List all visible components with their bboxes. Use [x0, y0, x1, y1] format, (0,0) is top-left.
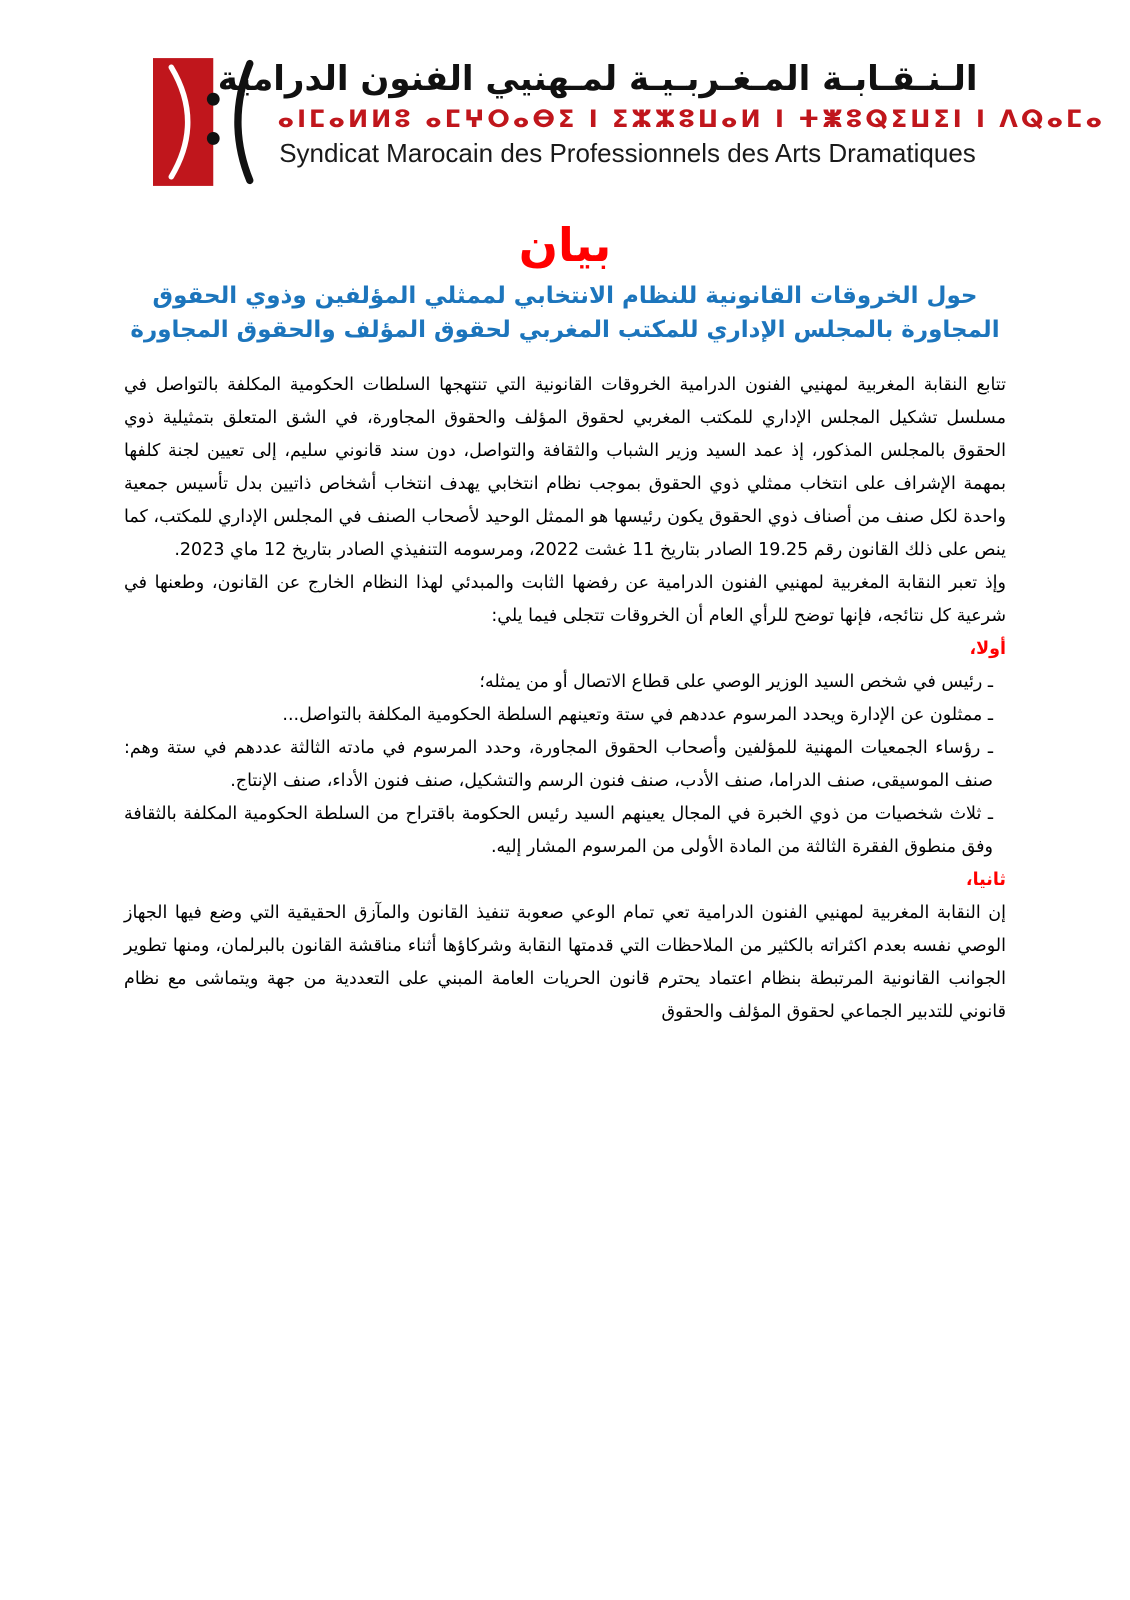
- paragraph-awareness: [124, 897, 1006, 1029]
- paragraph-text: ـ رئيس في شخص السيد الوزير الوصي على قطاع الاتصال أو من يمثله؛: [479, 671, 993, 692]
- statement-title: بيان: [518, 218, 612, 272]
- paragraph-text: ـ رؤساء الجمعيات المهنية للمؤلفين وأصحاب الحقوق المجاورة، وحدد المرسوم في مادته الثالثة عددهم في ستة وهم: صنف الموسيقى، صنف الدراما، صنف الأدب، صنف فنون الرسم والتشكيل، صنف فنون الأداء، صنف الإنتاج.: [124, 737, 993, 791]
- bullet-president: [124, 666, 1006, 699]
- bullet-association-presidents: [124, 732, 1006, 798]
- letterhead: [0, 0, 1130, 186]
- statement-subtitle: [85, 279, 1045, 347]
- bullet-experts: [124, 798, 1006, 864]
- syndicate-name-tifinagh: ⴰⵏⵎⴰⵍⵍⵓ ⴰⵎⵖⵔⴰⴱⵉ ⵏ ⵉⵣⵣⵓⵡⴰⵍ ⵏ ⵜⵥⵓⵕⵉⵡⵉⵏ ⵏ ⴷⵕⴰⵎⴰ: [277, 104, 1106, 133]
- statement-body: [124, 369, 1006, 1029]
- paragraph-position: [124, 567, 1006, 633]
- statement-subtitle-line2: المجاورة بالمجلس الإداري للمكتب المغربي لحقوق المؤلف والحقوق المجاورة: [130, 316, 1000, 343]
- paragraph-text: ـ ثلاث شخصيات من ذوي الخبرة في المجال يعينهم السيد رئيس الحكومة باقتراح من السلطة الحكومية المكلفة بالثقافة وفق منطوق الفقرة الثالثة من المادة الأولى من المرسوم المشار إليه.: [124, 803, 993, 857]
- syndicate-name-arabic: الـنـقـابـة المـغـربـيـة لمـهنيي الفنون الدرامية: [217, 59, 978, 99]
- paragraph-text: إن النقابة المغربية لمهنيي الفنون الدرامية تعي تمام الوعي صعوبة تنفيذ القانون والمآزق الحقيقية التي وضع فيها الجهاز الوصي نفسه بعدم اكثراته بالكثير من الملاحظات التي قدمتها النقابة وشركاؤها أثناء مناقشة القانون بالبرلمان، ومنها تطوير الجوانب القانونية المرتبطة بنظام اعتماد يحترم قانون الحريات العامة المبني على التعددية من جهة ويتماشى مع نظام قانوني للتدبير الجماعي لحقوق المؤلف والحقوق: [124, 902, 1006, 1022]
- paragraph-text: تتابع النقابة المغربية لمهنيي الفنون الدرامية الخروقات القانونية التي تنتهجها السلطات الحكومية المكلفة بالتواصل في مسلسل تشكيل المجلس الإداري للمكتب المغربي لحقوق المؤلف والحقوق المجاورة، في الشق المتعلق بتمثيلية ذوي الحقوق بالمجلس المذكور، إذ عمد السيد وزير الشباب والثقافة والتواصل، دون سند قانوني سليم، إلى تعيين لجنة كلفها بمهمة الإشراف على انتخاب ممثلي ذوي الحقوق بموجب نظام انتخابي يهدف انتخاب أشخاص ذاتيين بدل تأسيس جمعية واحدة لكل صنف من أصناف ذوي الحقوق يكون رئيسها هو الممثل الوحيد لأصحاب الصنف في المجلس الإداري للمكتب، كما ينص على ذلك القانون رقم 19.25 الصادر بتاريخ 11 غشت 2022، ومرسومه التنفيذي الصادر بتاريخ 12 ماي 2023.: [124, 374, 1006, 560]
- syndicate-name-french: Syndicat Marocain des Professionnels des Arts Dramatiques: [279, 137, 976, 168]
- paragraph-second-point: ثانيا،: [965, 869, 1006, 890]
- bullet-administration: [124, 699, 1006, 732]
- paragraph-first-point: أولا،: [969, 638, 1006, 659]
- statement-subtitle-line1: حول الخروقات القانونية للنظام الانتخابي لممثلي المؤلفين وذوي الحقوق: [152, 282, 978, 309]
- paragraph-intro: [124, 369, 1006, 567]
- paragraph-text: ـ ممثلون عن الإدارة ويحدد المرسوم عددهم في ستة وتعينهم السلطة الحكومية المكلفة بالتواصل...: [282, 704, 993, 725]
- paragraph-text: وإذ تعبر النقابة المغربية لمهنيي الفنون الدرامية عن رفضها الثابت والمبدئي لهذا النظام الخارج عن القانون، وطعنها في شرعية كل نتائجه، فإنها توضح للرأي العام أن الخروقات تتجلى فيما يلي:: [124, 572, 1006, 626]
- letterhead-text: [217, 58, 1106, 169]
